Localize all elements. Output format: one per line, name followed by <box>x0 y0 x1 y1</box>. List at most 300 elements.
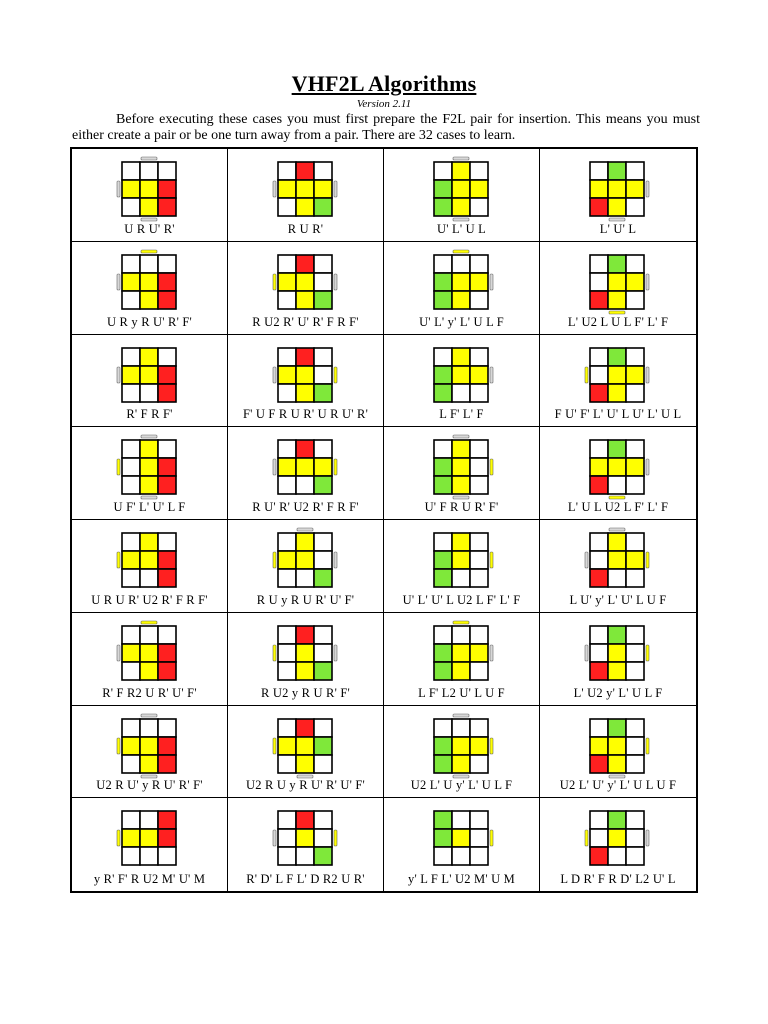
sticker <box>278 458 296 476</box>
edge-indicator-left <box>585 645 588 661</box>
sticker <box>140 533 158 551</box>
sticker <box>470 440 488 458</box>
cube-diagram <box>578 803 658 871</box>
sticker <box>278 829 296 847</box>
cube-diagram <box>578 711 658 779</box>
case-cell <box>72 427 228 520</box>
sticker <box>296 273 314 291</box>
sticker <box>296 348 314 366</box>
sticker <box>434 719 452 737</box>
case-cell <box>228 242 384 335</box>
algorithm-label: y' L F L' U2 M' U M <box>408 872 515 886</box>
sticker <box>140 551 158 569</box>
sticker <box>608 755 626 773</box>
sticker <box>452 255 470 273</box>
algorithm-label: U2 R U y R U' R' U' F' <box>246 778 365 793</box>
sticker <box>590 458 608 476</box>
sticker <box>608 829 626 847</box>
cube-diagram <box>110 711 190 779</box>
edge-indicator-top <box>141 250 157 253</box>
sticker <box>278 255 296 273</box>
sticker <box>122 829 140 847</box>
algorithm-label: R U2 R' U' R' F R F' <box>252 314 359 329</box>
sticker <box>140 847 158 865</box>
sticker <box>140 662 158 680</box>
algorithm-label: L' U L U2 L F' L' F <box>567 500 669 514</box>
cube-diagram <box>266 247 346 315</box>
algorithm-label: F U' F' L' U' L U' L' U L <box>554 407 682 422</box>
sticker <box>434 737 452 755</box>
case-cell <box>540 520 696 613</box>
sticker <box>314 384 332 402</box>
sticker <box>434 644 452 662</box>
sticker <box>158 162 176 180</box>
sticker <box>278 162 296 180</box>
sticker <box>314 829 332 847</box>
sticker <box>470 626 488 644</box>
sticker <box>626 458 644 476</box>
sticker <box>452 533 470 551</box>
sticker <box>158 569 176 587</box>
sticker <box>314 366 332 384</box>
sticker <box>452 829 470 847</box>
edge-indicator-top <box>453 157 469 160</box>
sticker <box>590 476 608 494</box>
edge-indicator-left <box>117 552 120 568</box>
sticker <box>452 440 470 458</box>
sticker <box>122 737 140 755</box>
edge-indicator-right <box>646 738 649 754</box>
edge-indicator-left <box>273 645 276 661</box>
cube-diagram <box>266 340 346 408</box>
sticker <box>158 180 176 198</box>
sticker <box>314 847 332 865</box>
sticker <box>122 811 140 829</box>
edge-indicator-right <box>334 645 337 661</box>
sticker <box>140 569 158 587</box>
algorithm-label: y R' F' R U2 M' U' M <box>93 872 206 886</box>
sticker <box>278 662 296 680</box>
sticker <box>608 255 626 273</box>
algorithm-label: U2 L' U y' L' U L F <box>410 778 513 793</box>
sticker <box>434 273 452 291</box>
algorithm-label: L U' y' L' U' L U F <box>569 592 667 607</box>
sticker <box>158 662 176 680</box>
case-cell <box>540 427 696 520</box>
sticker <box>158 533 176 551</box>
case-cell <box>72 149 228 242</box>
edge-indicator-left <box>117 830 120 846</box>
sticker <box>122 255 140 273</box>
sticker <box>608 291 626 309</box>
sticker <box>278 366 296 384</box>
sticker <box>314 198 332 216</box>
sticker <box>452 847 470 865</box>
sticker <box>314 811 332 829</box>
sticker <box>140 755 158 773</box>
case-cell <box>72 242 228 335</box>
cube-diagram <box>266 432 346 500</box>
edge-indicator-top <box>141 435 157 438</box>
sticker <box>296 384 314 402</box>
sticker <box>626 440 644 458</box>
sticker <box>590 755 608 773</box>
sticker <box>470 291 488 309</box>
sticker <box>158 811 176 829</box>
sticker <box>122 366 140 384</box>
sticker <box>626 533 644 551</box>
cube-diagram <box>266 154 346 222</box>
sticker <box>434 366 452 384</box>
sticker <box>296 533 314 551</box>
sticker <box>158 626 176 644</box>
cube-diagram <box>422 711 502 779</box>
cube-diagram <box>578 154 658 222</box>
sticker <box>140 829 158 847</box>
sticker <box>452 737 470 755</box>
sticker <box>314 291 332 309</box>
version-label: Version 2.11 <box>356 98 412 110</box>
sticker <box>278 476 296 494</box>
edge-indicator-right <box>646 459 649 475</box>
sticker <box>434 291 452 309</box>
case-cell <box>384 149 540 242</box>
algorithm-label: L D R' F R D' L2 U' L <box>560 872 676 886</box>
sticker <box>608 719 626 737</box>
sticker <box>470 662 488 680</box>
sticker <box>434 755 452 773</box>
sticker <box>626 255 644 273</box>
case-cell <box>72 613 228 706</box>
algorithm-label: R U2 y R U R' F' <box>261 685 350 700</box>
cube-diagram <box>110 803 190 871</box>
sticker <box>626 755 644 773</box>
sticker <box>434 180 452 198</box>
edge-indicator-bottom <box>453 775 469 778</box>
sticker <box>452 755 470 773</box>
sticker <box>470 737 488 755</box>
sticker <box>296 811 314 829</box>
sticker <box>158 458 176 476</box>
case-cell <box>72 706 228 799</box>
sticker <box>314 755 332 773</box>
sticker <box>158 551 176 569</box>
sticker <box>140 626 158 644</box>
sticker <box>278 644 296 662</box>
sticker <box>626 348 644 366</box>
case-cell <box>228 520 384 613</box>
sticker <box>140 737 158 755</box>
sticker <box>314 458 332 476</box>
algorithm-label: U' L' U' L U2 L F' L' F <box>402 592 521 607</box>
edge-indicator-right <box>334 274 337 290</box>
algorithm-label: U' L' U L <box>436 221 486 236</box>
edge-indicator-top <box>141 714 157 717</box>
sticker <box>278 384 296 402</box>
algorithm-label: L F' L' F <box>439 407 484 422</box>
sticker <box>590 719 608 737</box>
sticker <box>140 384 158 402</box>
sticker <box>158 719 176 737</box>
edge-indicator-left <box>273 459 276 475</box>
case-cell <box>540 706 696 799</box>
algorithm-label: U' F R U R' F' <box>424 500 499 514</box>
sticker <box>626 291 644 309</box>
sticker <box>140 162 158 180</box>
sticker <box>314 180 332 198</box>
sticker <box>314 644 332 662</box>
sticker <box>158 348 176 366</box>
sticker <box>434 811 452 829</box>
sticker <box>122 755 140 773</box>
edge-indicator-right <box>646 367 649 383</box>
case-cell <box>72 335 228 428</box>
sticker <box>470 551 488 569</box>
sticker <box>626 737 644 755</box>
edge-indicator-right <box>646 830 649 846</box>
edge-indicator-top <box>297 528 313 531</box>
sticker <box>590 162 608 180</box>
edge-indicator-top <box>141 621 157 624</box>
sticker <box>626 476 644 494</box>
sticker <box>590 348 608 366</box>
sticker <box>122 476 140 494</box>
algorithm-label: R U' R' U2 R' F R F' <box>252 500 359 514</box>
edge-indicator-bottom <box>141 496 157 499</box>
cube-diagram <box>422 432 502 500</box>
sticker <box>590 811 608 829</box>
sticker <box>590 644 608 662</box>
sticker <box>434 847 452 865</box>
edge-indicator-right <box>490 830 493 846</box>
sticker <box>314 737 332 755</box>
sticker <box>278 755 296 773</box>
sticker <box>590 847 608 865</box>
sticker <box>452 366 470 384</box>
page-title: VHF2L Algorithms <box>291 71 477 96</box>
edge-indicator-bottom <box>297 775 313 778</box>
edge-indicator-right <box>490 645 493 661</box>
intro-paragraph: Before executing these cases you must first prepare the F2L pair for insertion. This means you must either create a pair or be one turn away from a pair. There are 32 cases to learn. <box>72 112 700 143</box>
sticker <box>122 440 140 458</box>
edge-indicator-bottom <box>609 496 625 499</box>
sticker <box>434 255 452 273</box>
sticker <box>452 348 470 366</box>
sticker <box>434 662 452 680</box>
sticker <box>452 198 470 216</box>
sticker <box>452 644 470 662</box>
sticker <box>470 198 488 216</box>
edge-indicator-right <box>334 459 337 475</box>
sticker <box>608 644 626 662</box>
sticker <box>452 569 470 587</box>
sticker <box>296 847 314 865</box>
sticker <box>626 551 644 569</box>
edge-indicator-left <box>117 459 120 475</box>
sticker <box>296 626 314 644</box>
case-cell <box>72 520 228 613</box>
sticker <box>470 811 488 829</box>
sticker <box>122 847 140 865</box>
sticker <box>590 440 608 458</box>
edge-indicator-bottom <box>141 775 157 778</box>
sticker <box>158 198 176 216</box>
sticker <box>434 162 452 180</box>
sticker <box>296 551 314 569</box>
sticker <box>278 847 296 865</box>
sticker <box>122 662 140 680</box>
sticker <box>626 198 644 216</box>
sticker <box>590 569 608 587</box>
sticker <box>608 366 626 384</box>
sticker <box>278 273 296 291</box>
sticker <box>452 719 470 737</box>
sticker <box>296 180 314 198</box>
sticker <box>296 829 314 847</box>
sticker <box>452 811 470 829</box>
edge-indicator-bottom <box>453 218 469 221</box>
sticker <box>314 569 332 587</box>
sticker <box>626 273 644 291</box>
edge-indicator-right <box>490 459 493 475</box>
sticker <box>278 348 296 366</box>
case-cell <box>384 706 540 799</box>
edge-indicator-bottom <box>609 311 625 314</box>
sticker <box>158 384 176 402</box>
sticker <box>434 458 452 476</box>
algorithm-label: F' U F R U R' U R U' R' <box>242 407 369 422</box>
edge-indicator-bottom <box>453 496 469 499</box>
sticker <box>296 755 314 773</box>
case-cell <box>540 613 696 706</box>
sticker <box>626 811 644 829</box>
case-cell <box>72 798 228 891</box>
sticker <box>590 551 608 569</box>
sticker <box>140 458 158 476</box>
case-cell <box>228 798 384 891</box>
sticker <box>314 348 332 366</box>
sticker <box>314 551 332 569</box>
sticker <box>140 198 158 216</box>
sticker <box>470 829 488 847</box>
sticker <box>608 273 626 291</box>
sticker <box>158 737 176 755</box>
sticker <box>452 162 470 180</box>
sticker <box>470 569 488 587</box>
sticker <box>296 198 314 216</box>
edge-indicator-right <box>490 274 493 290</box>
edge-indicator-top <box>453 435 469 438</box>
sticker <box>470 273 488 291</box>
sticker <box>434 551 452 569</box>
sticker <box>140 811 158 829</box>
sticker <box>140 366 158 384</box>
sticker <box>278 291 296 309</box>
sticker <box>314 476 332 494</box>
case-cell <box>384 613 540 706</box>
sticker <box>608 162 626 180</box>
cube-diagram <box>422 154 502 222</box>
sticker <box>122 198 140 216</box>
sticker <box>470 384 488 402</box>
algorithm-label: U2 L' U' y' L' U L U F <box>559 778 677 793</box>
case-cell <box>228 706 384 799</box>
sticker <box>452 273 470 291</box>
sticker <box>608 847 626 865</box>
sticker <box>296 162 314 180</box>
sticker <box>626 644 644 662</box>
sticker <box>140 476 158 494</box>
sticker <box>122 162 140 180</box>
cube-diagram <box>578 247 658 315</box>
sticker <box>434 626 452 644</box>
sticker <box>590 662 608 680</box>
sticker <box>608 476 626 494</box>
sticker <box>626 180 644 198</box>
sticker <box>608 533 626 551</box>
edge-indicator-right <box>646 181 649 197</box>
edge-indicator-left <box>585 552 588 568</box>
cube-diagram <box>422 618 502 686</box>
sticker <box>278 737 296 755</box>
algorithm-label: U R y R U' R' F' <box>107 314 192 329</box>
algorithm-label: U R U' R' <box>124 221 175 236</box>
sticker <box>608 737 626 755</box>
cube-diagram <box>266 618 346 686</box>
sticker <box>608 384 626 402</box>
sticker <box>470 458 488 476</box>
algorithm-label: R' D' L F L' D R2 U R' <box>246 872 365 886</box>
sticker <box>296 458 314 476</box>
cube-diagram <box>422 803 502 871</box>
edge-indicator-right <box>646 552 649 568</box>
sticker <box>314 162 332 180</box>
sticker <box>626 569 644 587</box>
sticker <box>590 829 608 847</box>
sticker <box>452 551 470 569</box>
case-cell <box>384 798 540 891</box>
edge-indicator-left <box>273 830 276 846</box>
sticker <box>296 644 314 662</box>
edge-indicator-right <box>334 367 337 383</box>
cube-diagram <box>110 247 190 315</box>
edge-indicator-left <box>117 645 120 661</box>
case-cell <box>384 242 540 335</box>
sticker <box>470 366 488 384</box>
sticker <box>296 476 314 494</box>
sticker <box>590 366 608 384</box>
cases-table <box>70 147 698 893</box>
sticker <box>590 180 608 198</box>
edge-indicator-right <box>334 830 337 846</box>
sticker <box>158 255 176 273</box>
sticker <box>608 569 626 587</box>
sticker <box>314 273 332 291</box>
edge-indicator-right <box>334 181 337 197</box>
sticker <box>590 626 608 644</box>
sticker <box>452 384 470 402</box>
sticker <box>122 644 140 662</box>
sticker <box>452 180 470 198</box>
edge-indicator-left <box>117 274 120 290</box>
sticker <box>278 440 296 458</box>
algorithm-label: U' L' y' L' U L F <box>419 314 504 329</box>
edge-indicator-left <box>585 830 588 846</box>
edge-indicator-left <box>273 367 276 383</box>
sticker <box>296 719 314 737</box>
sticker <box>626 847 644 865</box>
case-cell <box>540 798 696 891</box>
